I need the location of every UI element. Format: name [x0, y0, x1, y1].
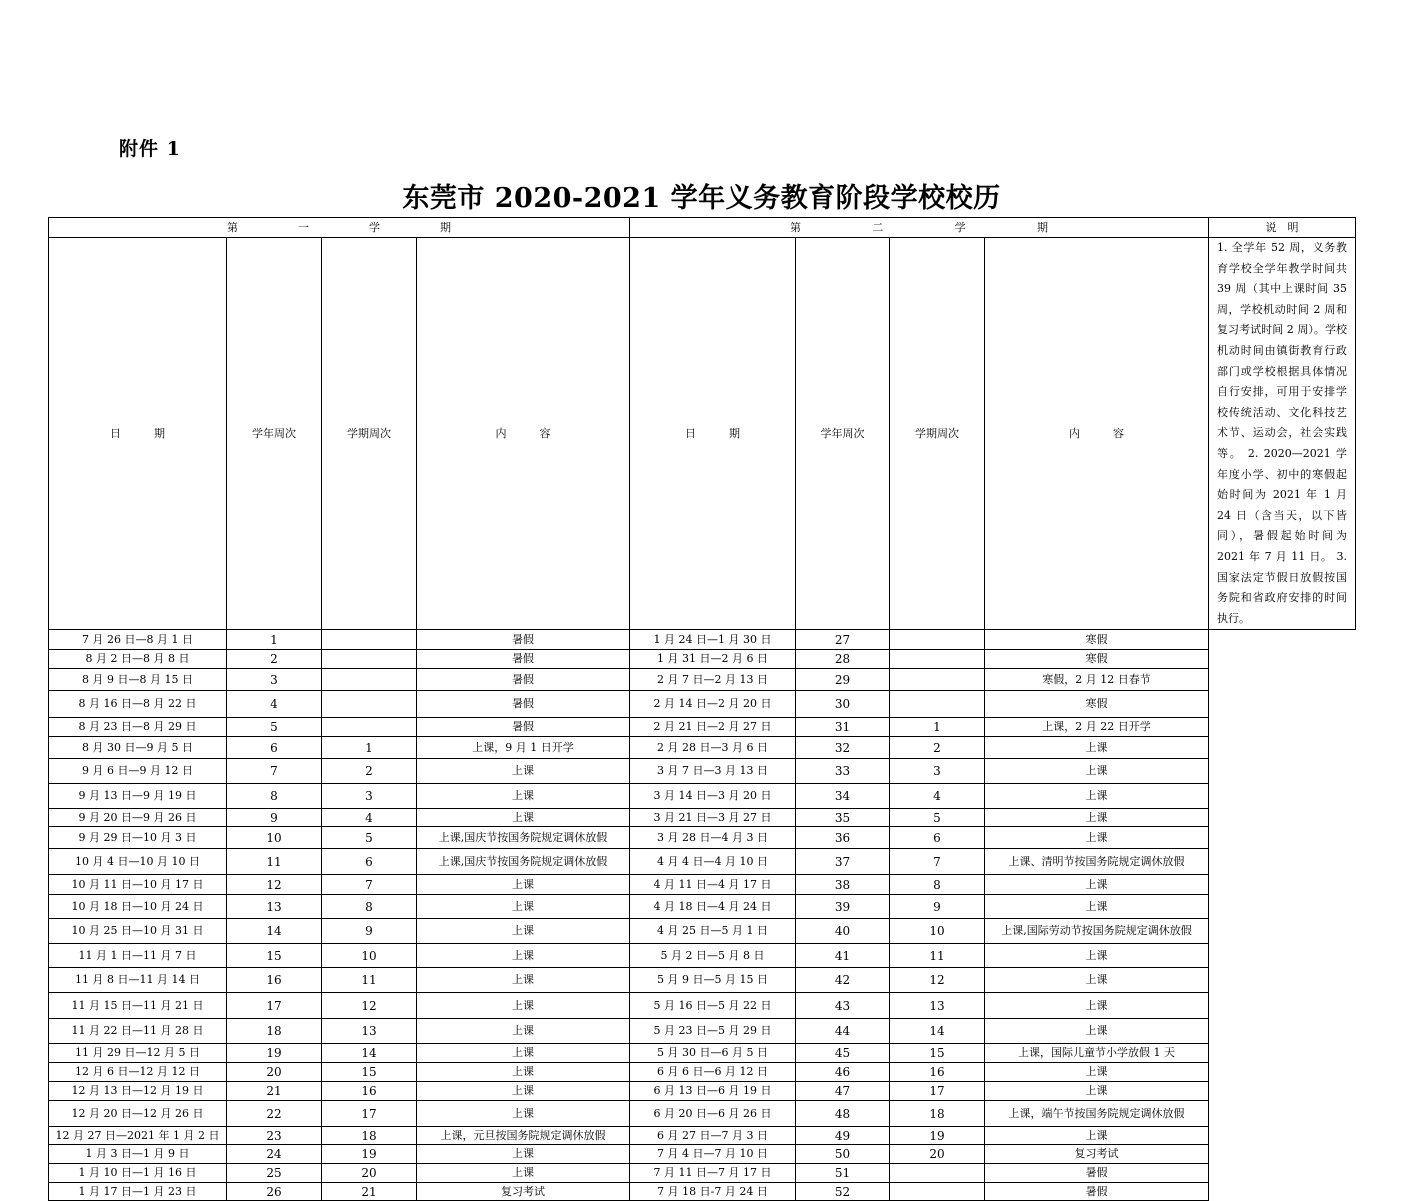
- cell-content-term2: 上课，2 月 22 日开学: [985, 718, 1209, 737]
- cell-date-term2: 5 月 30 日—6 月 5 日: [630, 1044, 796, 1063]
- cell-term-week-term2: 7: [890, 849, 985, 875]
- cell-content-term2: 上课: [985, 737, 1209, 759]
- cell-date-term1: 10 月 18 日—10 月 24 日: [49, 895, 227, 919]
- cell-date-term2: 7 月 18 日-7 月 24 日: [630, 1183, 796, 1201]
- cell-year-week-term2: 51: [796, 1164, 890, 1183]
- cell-term-week-term1: 15: [322, 1063, 417, 1082]
- cell-date-term2: 3 月 7 日—3 月 13 日: [630, 759, 796, 784]
- cell-content-term2: 上课: [985, 875, 1209, 895]
- cell-date-term1: 9 月 13 日—9 月 19 日: [49, 784, 227, 809]
- cell-year-week-term2: 48: [796, 1101, 890, 1127]
- cell-year-week-term2: 46: [796, 1063, 890, 1082]
- cell-date-term1: 7 月 26 日—8 月 1 日: [49, 630, 227, 650]
- cell-date-term1: 10 月 11 日—10 月 17 日: [49, 875, 227, 895]
- cell-date-term1: 11 月 1 日—11 月 7 日: [49, 944, 227, 968]
- notes-cell: 1. 全学年 52 周，义务教育学校全学年教学时间共 39 周（其中上课时间 35 周，学校机动时间 2 周和复习考试时间 2 周）。学校机动时间由镇街教育行政部门或学校根据具体情况自行安排，可用于安排学校传统活动、文化科技艺术节、运动会，社会实践等。 2. 2020—2021 学年度小学、初中的寒假起始时间为 2021 年 1 月 24 日（含当天，以下皆同），暑假起始时间为 2021 年 7 月 11 日。 3.国家法定节假日放假按国务院和省政府安排的时间执行。: [1209, 238, 1356, 630]
- attachment-label: 附件 1: [119, 138, 181, 160]
- cell-year-week-term1: 4: [227, 691, 322, 718]
- cell-term-week-term2: 6: [890, 827, 985, 849]
- cell-year-week-term2: 39: [796, 895, 890, 919]
- cell-content-term2: 上课: [985, 809, 1209, 827]
- cell-year-week-term2: 50: [796, 1145, 890, 1164]
- table-row: [49, 691, 1356, 718]
- cell-year-week-term1: 19: [227, 1044, 322, 1063]
- cell-date-term1: 11 月 15 日—11 月 21 日: [49, 993, 227, 1019]
- cell-term-week-term1: 17: [322, 1101, 417, 1127]
- cell-year-week-term2: 35: [796, 809, 890, 827]
- table-row: [49, 737, 1356, 759]
- cell-year-week-term2: 29: [796, 669, 890, 691]
- cell-term-week-term1: 6: [322, 849, 417, 875]
- cell-content-term2: 上课: [985, 1127, 1209, 1145]
- cell-content-term1: 上课,国庆节按国务院规定调休放假: [417, 849, 630, 875]
- cell-year-week-term1: 14: [227, 919, 322, 944]
- table-row: [49, 919, 1356, 944]
- table-row: [49, 1044, 1356, 1063]
- document-title: 东莞市 2020-2021 学年义务教育阶段学校校历: [402, 183, 1001, 214]
- col-term-week-term1: 学期周次: [322, 238, 417, 630]
- col-year-week-term2: 学年周次: [796, 238, 890, 630]
- cell-year-week-term2: 43: [796, 993, 890, 1019]
- cell-year-week-term1: 2: [227, 650, 322, 669]
- cell-content-term2: 暑假: [985, 1164, 1209, 1183]
- cell-year-week-term1: 5: [227, 718, 322, 737]
- table-row: [49, 669, 1356, 691]
- table-row: [49, 944, 1356, 968]
- cell-term-week-term1: 14: [322, 1044, 417, 1063]
- cell-date-term1: 12 月 6 日—12 月 12 日: [49, 1063, 227, 1082]
- cell-date-term1: 12 月 20 日—12 月 26 日: [49, 1101, 227, 1127]
- cell-year-week-term2: 42: [796, 968, 890, 993]
- cell-date-term2: 4 月 11 日—4 月 17 日: [630, 875, 796, 895]
- table-row: [49, 1101, 1356, 1127]
- cell-date-term1: 8 月 30 日—9 月 5 日: [49, 737, 227, 759]
- cell-content-term2: 复习考试: [985, 1145, 1209, 1164]
- cell-content-term1: 上课: [417, 968, 630, 993]
- cell-term-week-term1: [322, 630, 417, 650]
- cell-content-term2: 寒假: [985, 630, 1209, 650]
- table-row: [49, 895, 1356, 919]
- cell-year-week-term2: 49: [796, 1127, 890, 1145]
- cell-date-term2: 1 月 31 日—2 月 6 日: [630, 650, 796, 669]
- table-row: [49, 827, 1356, 849]
- cell-date-term1: 12 月 27 日—2021 年 1 月 2 日: [49, 1127, 227, 1145]
- cell-term-week-term2: 1: [890, 718, 985, 737]
- cell-year-week-term1: 11: [227, 849, 322, 875]
- cell-year-week-term1: 1: [227, 630, 322, 650]
- cell-year-week-term1: 18: [227, 1019, 322, 1044]
- term1-header-char: 一: [298, 220, 309, 234]
- col-content-term2: 内 容: [985, 238, 1209, 630]
- cell-date-term1: 11 月 29 日—12 月 5 日: [49, 1044, 227, 1063]
- cell-term-week-term1: 11: [322, 968, 417, 993]
- cell-content-term1: 上课: [417, 944, 630, 968]
- cell-date-term2: 3 月 14 日—3 月 20 日: [630, 784, 796, 809]
- cell-content-term1: 暑假: [417, 691, 630, 718]
- table-row: [49, 1145, 1356, 1164]
- cell-date-term2: 5 月 23 日—5 月 29 日: [630, 1019, 796, 1044]
- cell-content-term1: 上课，元旦按国务院规定调休放假: [417, 1127, 630, 1145]
- term1-header-char: 期: [440, 220, 451, 234]
- cell-content-term1: 暑假: [417, 669, 630, 691]
- cell-year-week-term2: 36: [796, 827, 890, 849]
- cell-content-term2: 上课: [985, 827, 1209, 849]
- cell-term-week-term1: [322, 669, 417, 691]
- cell-year-week-term1: 25: [227, 1164, 322, 1183]
- table-row: [49, 1127, 1356, 1145]
- cell-content-term2: 寒假: [985, 691, 1209, 718]
- cell-content-term2: 寒假: [985, 650, 1209, 669]
- cell-term-week-term2: 8: [890, 875, 985, 895]
- cell-term-week-term1: [322, 718, 417, 737]
- cell-date-term2: 4 月 4 日—4 月 10 日: [630, 849, 796, 875]
- cell-term-week-term1: 4: [322, 809, 417, 827]
- cell-term-week-term1: 9: [322, 919, 417, 944]
- table-row: [49, 993, 1356, 1019]
- cell-term-week-term1: 7: [322, 875, 417, 895]
- cell-date-term1: 11 月 8 日—11 月 14 日: [49, 968, 227, 993]
- cell-date-term2: 1 月 24 日—1 月 30 日: [630, 630, 796, 650]
- col-date-term1: 日 期: [49, 238, 227, 630]
- cell-year-week-term2: 34: [796, 784, 890, 809]
- cell-date-term1: 1 月 3 日—1 月 9 日: [49, 1145, 227, 1164]
- table-row: [49, 759, 1356, 784]
- table-row: [49, 1183, 1356, 1201]
- cell-year-week-term1: 26: [227, 1183, 322, 1201]
- cell-term-week-term2: [890, 630, 985, 650]
- term1-header-char: 学: [369, 220, 380, 234]
- cell-date-term2: 6 月 20 日—6 月 26 日: [630, 1101, 796, 1127]
- cell-term-week-term2: 14: [890, 1019, 985, 1044]
- cell-year-week-term2: 40: [796, 919, 890, 944]
- cell-content-term1: 上课: [417, 1063, 630, 1082]
- cell-year-week-term2: 33: [796, 759, 890, 784]
- col-year-week-term1: 学年周次: [227, 238, 322, 630]
- notes-header: 说 明: [1209, 218, 1356, 238]
- cell-year-week-term1: 7: [227, 759, 322, 784]
- cell-year-week-term1: 6: [227, 737, 322, 759]
- cell-term-week-term2: 11: [890, 944, 985, 968]
- table-row: [49, 650, 1356, 669]
- cell-year-week-term1: 20: [227, 1063, 322, 1082]
- cell-content-term1: 上课: [417, 1101, 630, 1127]
- cell-year-week-term1: 15: [227, 944, 322, 968]
- cell-year-week-term2: 52: [796, 1183, 890, 1201]
- cell-year-week-term1: 17: [227, 993, 322, 1019]
- cell-term-week-term2: 17: [890, 1082, 985, 1101]
- cell-content-term1: 上课: [417, 1164, 630, 1183]
- cell-date-term1: 9 月 29 日—10 月 3 日: [49, 827, 227, 849]
- cell-term-week-term1: 2: [322, 759, 417, 784]
- cell-year-week-term1: 24: [227, 1145, 322, 1164]
- cell-date-term2: 4 月 25 日—5 月 1 日: [630, 919, 796, 944]
- cell-content-term2: 上课: [985, 993, 1209, 1019]
- cell-term-week-term1: 5: [322, 827, 417, 849]
- cell-date-term1: 8 月 23 日—8 月 29 日: [49, 718, 227, 737]
- cell-term-week-term1: 12: [322, 993, 417, 1019]
- cell-term-week-term1: 3: [322, 784, 417, 809]
- cell-content-term2: 上课: [985, 944, 1209, 968]
- term2-header-char: 二: [872, 220, 884, 234]
- cell-content-term1: 上课,国庆节按国务院规定调休放假: [417, 827, 630, 849]
- cell-term-week-term2: 16: [890, 1063, 985, 1082]
- col-content-term1: 内 容: [417, 238, 630, 630]
- table-row: [49, 630, 1356, 650]
- cell-year-week-term2: 38: [796, 875, 890, 895]
- table-row: [49, 718, 1356, 737]
- cell-term-week-term2: [890, 1183, 985, 1201]
- cell-date-term2: 2 月 7 日—2 月 13 日: [630, 669, 796, 691]
- cell-date-term1: 11 月 22 日—11 月 28 日: [49, 1019, 227, 1044]
- table-row: [49, 1164, 1356, 1183]
- table-row: [49, 1063, 1356, 1082]
- cell-date-term2: 3 月 28 日—4 月 3 日: [630, 827, 796, 849]
- col-term-week-term2: 学期周次: [890, 238, 985, 630]
- cell-date-term2: 7 月 4 日—7 月 10 日: [630, 1145, 796, 1164]
- table-row: [49, 849, 1356, 875]
- cell-content-term1: 上课: [417, 919, 630, 944]
- cell-year-week-term1: 8: [227, 784, 322, 809]
- cell-content-term2: 上课: [985, 895, 1209, 919]
- table-row: [49, 875, 1356, 895]
- cell-date-term2: 2 月 21 日—2 月 27 日: [630, 718, 796, 737]
- cell-term-week-term1: 10: [322, 944, 417, 968]
- cell-content-term1: 暑假: [417, 718, 630, 737]
- term2-header-char: 第: [790, 220, 801, 234]
- cell-content-term2: 上课,国际劳动节按国务院规定调休放假: [985, 919, 1209, 944]
- cell-year-week-term1: 16: [227, 968, 322, 993]
- cell-year-week-term2: 28: [796, 650, 890, 669]
- cell-content-term1: 暑假: [417, 630, 630, 650]
- cell-year-week-term2: 47: [796, 1082, 890, 1101]
- cell-term-week-term2: [890, 650, 985, 669]
- cell-year-week-term1: 22: [227, 1101, 322, 1127]
- cell-term-week-term1: 16: [322, 1082, 417, 1101]
- cell-content-term2: 寒假，2 月 12 日春节: [985, 669, 1209, 691]
- cell-date-term2: 7 月 11 日—7 月 17 日: [630, 1164, 796, 1183]
- cell-term-week-term2: 13: [890, 993, 985, 1019]
- cell-content-term1: 上课: [417, 875, 630, 895]
- cell-date-term2: 3 月 21 日—3 月 27 日: [630, 809, 796, 827]
- cell-content-term2: 上课: [985, 1082, 1209, 1101]
- table-row: [49, 784, 1356, 809]
- cell-term-week-term1: 13: [322, 1019, 417, 1044]
- term1-header: [49, 218, 630, 238]
- cell-year-week-term2: 37: [796, 849, 890, 875]
- cell-date-term2: 6 月 6 日—6 月 12 日: [630, 1063, 796, 1082]
- cell-date-term1: 9 月 6 日—9 月 12 日: [49, 759, 227, 784]
- cell-date-term2: 2 月 28 日—3 月 6 日: [630, 737, 796, 759]
- cell-content-term1: 上课: [417, 759, 630, 784]
- cell-date-term2: 6 月 13 日—6 月 19 日: [630, 1082, 796, 1101]
- cell-date-term1: 8 月 9 日—8 月 15 日: [49, 669, 227, 691]
- cell-content-term1: 上课: [417, 895, 630, 919]
- cell-content-term2: 上课: [985, 968, 1209, 993]
- cell-date-term2: 5 月 16 日—5 月 22 日: [630, 993, 796, 1019]
- cell-term-week-term1: 1: [322, 737, 417, 759]
- term2-header-char: 期: [1036, 220, 1048, 234]
- cell-content-term1: 上课: [417, 809, 630, 827]
- term1-header-char: 第: [227, 220, 238, 234]
- cell-date-term1: 10 月 25 日—10 月 31 日: [49, 919, 227, 944]
- cell-year-week-term1: 10: [227, 827, 322, 849]
- table-row: [49, 1082, 1356, 1101]
- cell-year-week-term1: 21: [227, 1082, 322, 1101]
- cell-term-week-term2: 15: [890, 1044, 985, 1063]
- table-row: [49, 809, 1356, 827]
- cell-content-term1: 上课: [417, 1019, 630, 1044]
- cell-term-week-term1: 21: [322, 1183, 417, 1201]
- cell-term-week-term2: 2: [890, 737, 985, 759]
- cell-date-term1: 12 月 13 日—12 月 19 日: [49, 1082, 227, 1101]
- cell-year-week-term2: 30: [796, 691, 890, 718]
- cell-content-term1: 上课: [417, 1044, 630, 1063]
- cell-year-week-term2: 31: [796, 718, 890, 737]
- cell-content-term1: 暑假: [417, 650, 630, 669]
- cell-year-week-term2: 41: [796, 944, 890, 968]
- cell-date-term2: 2 月 14 日—2 月 20 日: [630, 691, 796, 718]
- cell-term-week-term1: [322, 650, 417, 669]
- cell-term-week-term1: 8: [322, 895, 417, 919]
- cell-term-week-term1: 19: [322, 1145, 417, 1164]
- cell-content-term1: 上课: [417, 784, 630, 809]
- cell-content-term1: 上课: [417, 1082, 630, 1101]
- cell-date-term1: 8 月 16 日—8 月 22 日: [49, 691, 227, 718]
- cell-term-week-term1: 18: [322, 1127, 417, 1145]
- cell-term-week-term1: 20: [322, 1164, 417, 1183]
- cell-year-week-term2: 27: [796, 630, 890, 650]
- cell-term-week-term2: 5: [890, 809, 985, 827]
- cell-year-week-term2: 45: [796, 1044, 890, 1063]
- cell-year-week-term2: 44: [796, 1019, 890, 1044]
- cell-content-term2: 上课: [985, 1019, 1209, 1044]
- cell-date-term1: 9 月 20 日—9 月 26 日: [49, 809, 227, 827]
- cell-content-term1: 上课: [417, 993, 630, 1019]
- cell-term-week-term2: 10: [890, 919, 985, 944]
- cell-year-week-term1: 9: [227, 809, 322, 827]
- cell-term-week-term2: 12: [890, 968, 985, 993]
- cell-date-term2: 5 月 9 日—5 月 15 日: [630, 968, 796, 993]
- term-header-row: [49, 218, 1356, 238]
- school-calendar-table: [48, 217, 1356, 1201]
- cell-term-week-term2: [890, 1164, 985, 1183]
- cell-content-term2: 上课，国际儿童节小学放假 1 天: [985, 1044, 1209, 1063]
- cell-content-term1: 上课: [417, 1145, 630, 1164]
- cell-date-term2: 6 月 27 日—7 月 3 日: [630, 1127, 796, 1145]
- cell-year-week-term2: 32: [796, 737, 890, 759]
- cell-content-term2: 上课: [985, 1063, 1209, 1082]
- cell-date-term2: 4 月 18 日—4 月 24 日: [630, 895, 796, 919]
- cell-term-week-term1: [322, 691, 417, 718]
- term2-header-char: 学: [954, 220, 966, 234]
- cell-term-week-term2: 18: [890, 1101, 985, 1127]
- table-row: [49, 1019, 1356, 1044]
- cell-date-term2: 5 月 2 日—5 月 8 日: [630, 944, 796, 968]
- col-date-term2: 日 期: [630, 238, 796, 630]
- table-row: [49, 968, 1356, 993]
- cell-year-week-term1: 12: [227, 875, 322, 895]
- cell-term-week-term2: 20: [890, 1145, 985, 1164]
- cell-term-week-term2: 4: [890, 784, 985, 809]
- column-header-row: [49, 238, 1356, 630]
- cell-date-term1: 1 月 10 日—1 月 16 日: [49, 1164, 227, 1183]
- cell-year-week-term1: 3: [227, 669, 322, 691]
- cell-term-week-term2: 3: [890, 759, 985, 784]
- cell-date-term1: 1 月 17 日—1 月 23 日: [49, 1183, 227, 1201]
- cell-term-week-term2: 9: [890, 895, 985, 919]
- cell-term-week-term2: [890, 669, 985, 691]
- cell-year-week-term1: 23: [227, 1127, 322, 1145]
- cell-year-week-term1: 13: [227, 895, 322, 919]
- cell-date-term1: 10 月 4 日—10 月 10 日: [49, 849, 227, 875]
- cell-term-week-term2: 19: [890, 1127, 985, 1145]
- cell-content-term2: 上课、清明节按国务院规定调休放假: [985, 849, 1209, 875]
- term2-header: [630, 218, 1209, 238]
- cell-content-term2: 上课，端午节按国务院规定调休放假: [985, 1101, 1209, 1127]
- cell-content-term2: 上课: [985, 759, 1209, 784]
- cell-content-term1: 复习考试: [417, 1183, 630, 1201]
- cell-content-term2: 上课: [985, 784, 1209, 809]
- cell-content-term1: 上课，9 月 1 日开学: [417, 737, 630, 759]
- cell-term-week-term2: [890, 691, 985, 718]
- cell-date-term1: 8 月 2 日—8 月 8 日: [49, 650, 227, 669]
- cell-content-term2: 暑假: [985, 1183, 1209, 1201]
